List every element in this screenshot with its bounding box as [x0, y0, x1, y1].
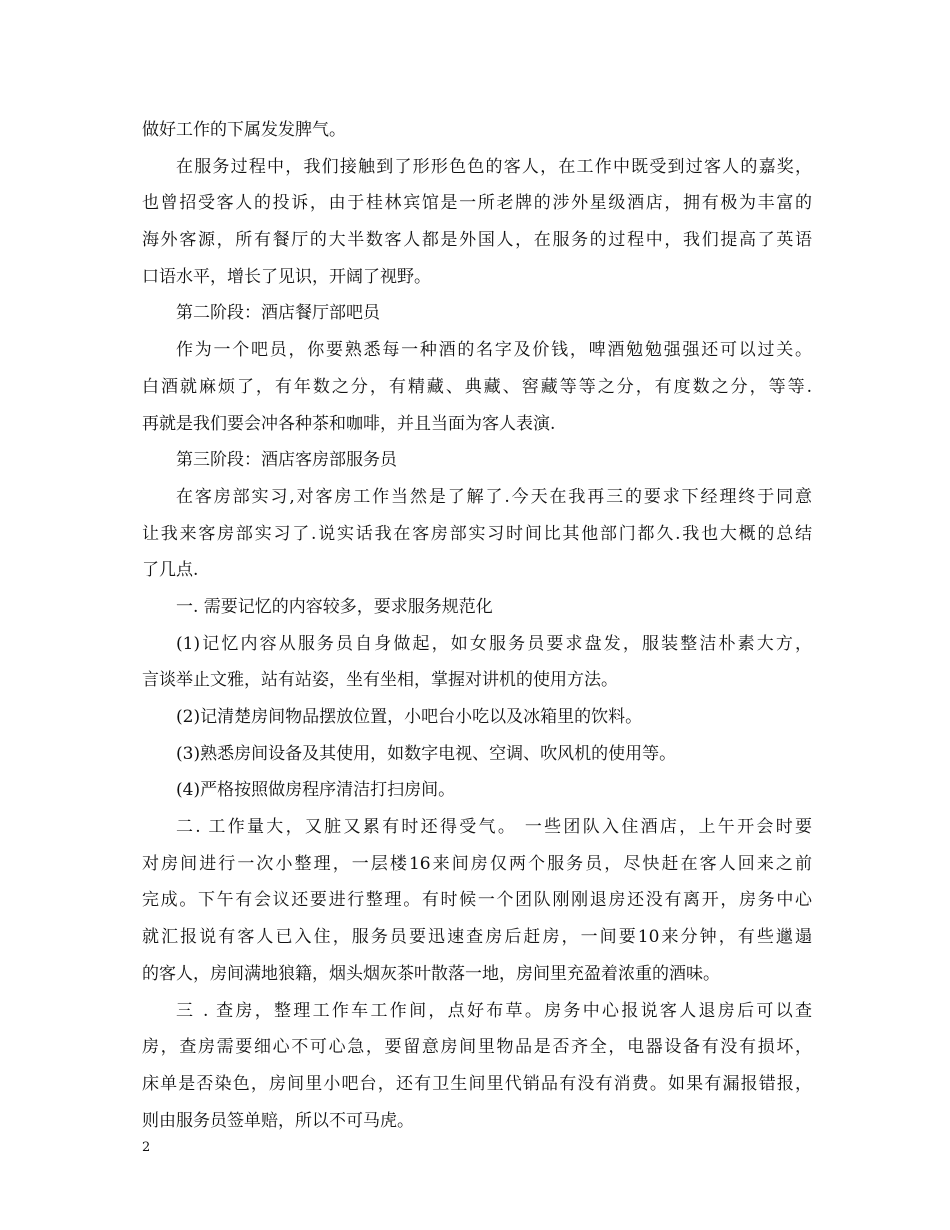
text-line: 对房间进行一次小整理，一层楼16来间房仅两个服务员，尽快赶在客人回来之前: [142, 853, 812, 874]
text-line: (4)严格按照做房程序清洁打扫房间。: [176, 780, 456, 801]
text-line: 则由服务员签单赔，所以不可马虎。: [142, 1110, 414, 1131]
text-line: 言谈举止文雅，站有站姿，坐有坐相，掌握对讲机的使用方法。: [142, 670, 618, 691]
text-line: 在客房部实习,对客房工作当然是了解了.今天在我再三的要求下经理终于同意: [176, 486, 812, 507]
text-line: 再就是我们要会冲各种茶和咖啡，并且当面为客人表演.: [142, 413, 556, 434]
text-line: (2)记清楚房间物品摆放位置，小吧台小吃以及冰箱里的饮料。: [176, 707, 643, 727]
text-line: 一. 需要记忆的内容较多，要求服务规范化: [176, 596, 493, 617]
text-line: 二. 工作量大，又脏又累有时还得受气。 一些团队入住酒店，上午开会时要: [176, 817, 812, 838]
text-line: 床单是否染色，房间里小吧台，还有卫生间里代销品有没有消费。如果有漏报错报，: [142, 1073, 812, 1094]
document-body: [142, 112, 812, 1139]
text-line: 就汇报说有客人已入住，服务员要迅速查房后赶房，一间要10来分钟，有些邋遢: [142, 927, 812, 948]
text-line: 白酒就麻烦了，有年数之分，有精藏、典藏、窖藏等等之分，有度数之分，等等.: [142, 376, 812, 397]
text-line: 了几点.: [142, 560, 199, 581]
text-line: (3)熟悉房间设备及其使用，如数字电视、空调、吹风机的使用等。: [176, 743, 677, 764]
text-line: 口语水平，增长了见识，开阔了视野。: [142, 266, 431, 287]
text-line: 完成。下午有会议还要进行整理。有时候一个团队刚刚退房还没有离开，房务中心: [142, 890, 812, 911]
text-line: 的客人，房间满地狼籍，烟头烟灰茶叶散落一地，房间里充盈着浓重的酒味。: [142, 963, 720, 984]
text-line: 做好工作的下属发发脾气。: [142, 120, 346, 140]
text-line: 三 . 查房，整理工作车工作间，点好布草。房务中心报说客人退房后可以查: [176, 1000, 812, 1021]
text-line: 第二阶段：酒店餐厅部吧员: [176, 303, 380, 324]
text-line: 也曾招受客人的投诉，由于桂林宾馆是一所老牌的涉外星级酒店，拥有极为丰富的: [142, 193, 812, 214]
text-line: 让我来客房部实习了.说实话我在客房部实习时间比其他部门都久.我也大概的总结: [142, 523, 812, 544]
text-line: 海外客源，所有餐厅的大半数客人都是外国人，在服务的过程中，我们提高了英语: [142, 230, 812, 251]
text-line: (1)记忆内容从服务员自身做起，如女服务员要求盘发，服装整洁朴素大方，: [176, 633, 812, 654]
text-line: 房，查房需要细心不可心急，要留意房间里物品是否齐全，电器设备有没有损坏，: [142, 1037, 812, 1058]
page-number: 2: [142, 1140, 151, 1155]
text-line: 第三阶段：酒店客房部服务员: [176, 450, 397, 471]
text-line: 作为一个吧员，你要熟悉每一种酒的名字及价钱，啤酒勉勉强强还可以过关。: [176, 340, 812, 361]
text-line: 在服务过程中，我们接触到了形形色色的客人，在工作中既受到过客人的嘉奖，: [176, 156, 812, 177]
